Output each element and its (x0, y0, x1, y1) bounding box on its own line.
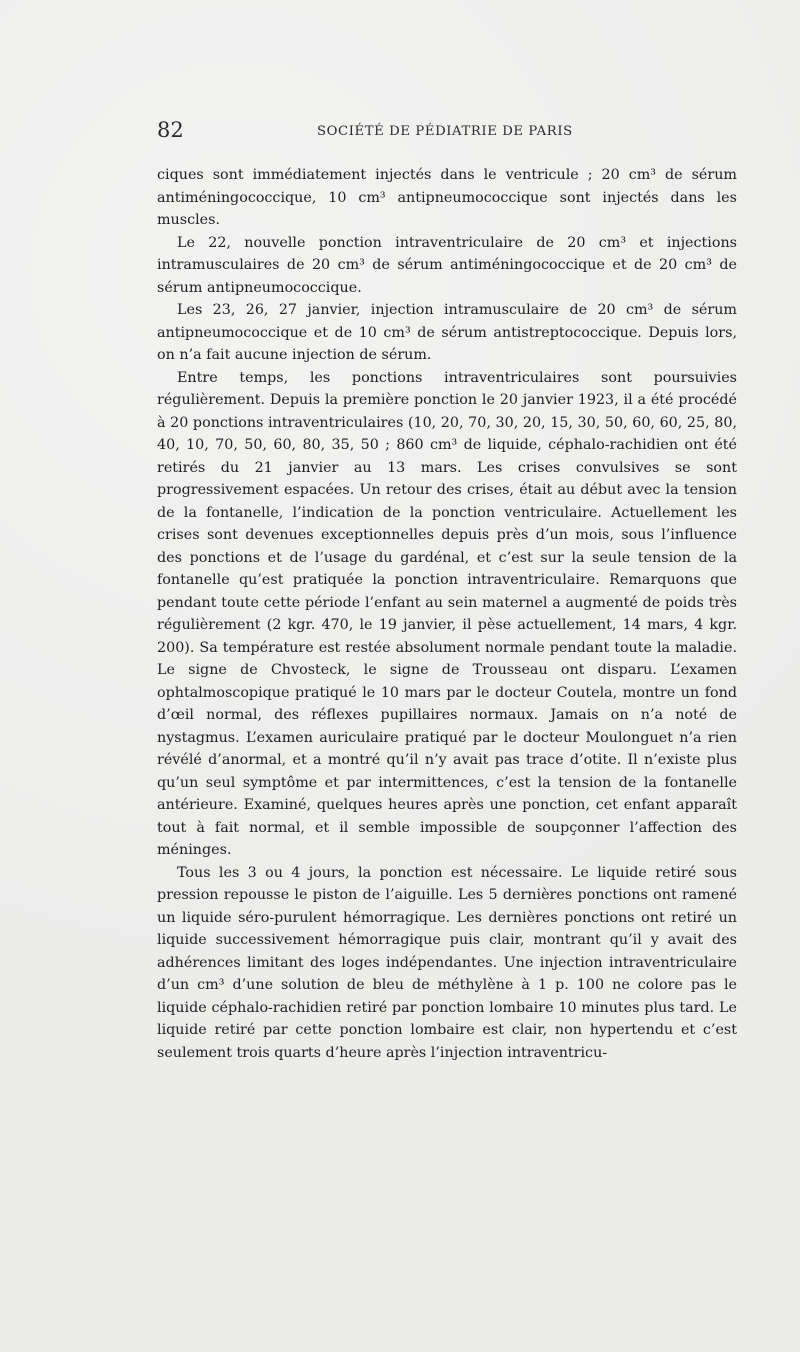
page-number: 82 (157, 118, 184, 142)
paragraph: Tous les 3 ou 4 jours, la ponction est nécessaire. Le liquide retiré sous pression repousse le piston de l’aiguille. Les 5 dernières ponctions ont ramené un liquide séro-purulent hémorragique. Les dernières ponctions ont retiré un liquide successivement hémorragique puis clair, montrant qu’il y avait des adhérences limitant des loges indépendantes. Une injection intraventriculaire d’un cm³ d’une solution de bleu de méthylène à 1 p. 100 ne colore pas le liquide céphalo-rachidien retiré par ponction lombaire 10 minutes plus tard. Le liquide retiré par cette ponction lombaire est clair, non hypertendu et c’est seulement trois quarts d’heure après l’injection intraventricu- (157, 864, 737, 1061)
body-text (157, 164, 737, 1064)
running-head (157, 120, 722, 144)
paragraph: Entre temps, les ponctions intraventriculaires sont poursuivies régulièrement. Depuis la première ponction le 20 janvier 1923, il a été procédé à 20 ponctions intraventriculaires (10, 20, 70, 30, 20, 15, 30, 50, 60, 60, 25, 80, 40, 10, 70, 50, 60, 80, 35, 50 ; 860 cm³ de liquide, céphalo-rachidien ont été retirés du 21 janvier au 13 mars. Les crises convulsives se sont progressivement espacées. Un retour des crises, était au début avec la tension de la fontanelle, l’indication de la ponction ventriculaire. Actuellement les crises sont devenues exceptionnelles depuis près d’un mois, sous l’influence des ponctions et de l’usage du gardénal, et c’est sur la seule tension de la fontanelle qu’est pratiquée la ponction intraventriculaire. Remarquons que pendant toute cette période l’enfant au sein maternel a augmenté de poids très régulièrement (2 kgr. 470, le 19 janvier, il pèse actuellement, 14 mars, 4 kgr. 200). Sa température est restée absolument normale pendant toute la maladie. Le signe de Chvosteck, le signe de Trousseau ont disparu. L’examen ophtalmoscopique pratiqué le 10 mars par le docteur Coutela, montre un fond d’œil normal, des réflexes pupillaires normaux. Jamais on n’a noté de nystagmus. L’examen auriculaire pratiqué par le docteur Moulonguet n’a rien révélé d’anormal, et a montré qu’il n’y avait pas trace d’otite. Il n’existe plus qu’un seul symptôme et par intermittences, c’est la tension de la fontanelle antérieure. Examiné, quelques heures après une ponction, cet enfant apparaît tout à fait normal, et il semble impossible de soupçonner l’affection des méninges. (157, 369, 737, 858)
paragraph: Le 22, nouvelle ponction intraventriculaire de 20 cm³ et injections intramusculaires de 20 cm³ de sérum antiméningococcique et de 20 cm³ de sérum antipneumococcique. (157, 234, 737, 296)
journal-title: SOCIÉTÉ DE PÉDIATRIE DE PARIS (317, 124, 573, 139)
paragraph: ciques sont immédiatement injectés dans le ventricule ; 20 cm³ de sérum antiméningococcique, 10 cm³ antipneumococcique sont injectés dans les muscles. (157, 167, 737, 228)
paragraph: Les 23, 26, 27 janvier, injection intramusculaire de 20 cm³ de sérum antipneumococcique et de 10 cm³ de sérum antistreptococcique. Depuis lors, on n’a fait aucune injection de sérum. (157, 302, 737, 363)
